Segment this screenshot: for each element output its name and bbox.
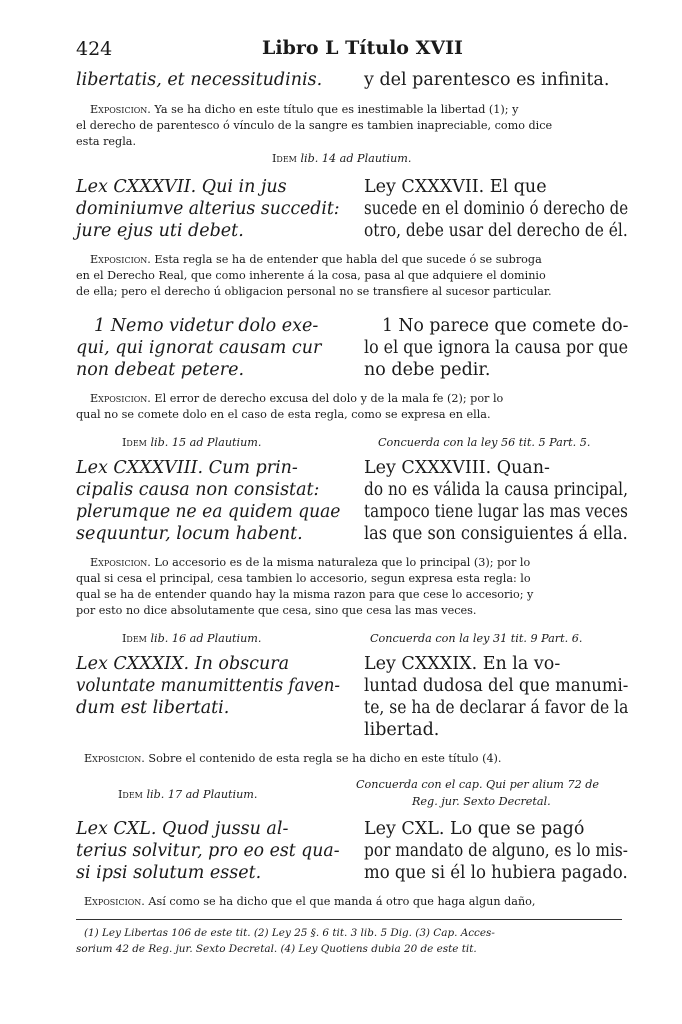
latin-text-line: qui, qui ignorat causam cur [76, 338, 322, 358]
exposicion-line: qual si cesa el principal, cesa tambien lo accesorio, segun expresa esta regla: lo [76, 572, 531, 585]
spanish-text-line: por mandato de alguno, es lo mis- [364, 841, 628, 861]
concordance-citation: Concuerda con la ley 56 tit. 5 Part. 5. [378, 436, 591, 449]
exposicion-paragraph: Exposicion. El error de derecho excusa del dolo y de la mala fe (2); por lo [90, 392, 504, 405]
spanish-text-line: tampoco tiene lugar las mas veces [364, 502, 628, 522]
spanish-text-line: libertad. [364, 720, 440, 740]
exposicion-paragraph [90, 103, 518, 116]
spanish-text-line: Ley CXXXVII. El que [364, 177, 547, 197]
latin-text-line: cipalis causa non consistat: [76, 480, 320, 500]
exposicion-line: Ya se ha dicho en este título que es inestimable la libertad (1); y [154, 103, 519, 116]
exposicion-line: el derecho de parentesco ó vínculo de la sangre es tambien inapreciable, como dice [76, 119, 553, 132]
exposicion-line: esta regla. [76, 135, 137, 148]
latin-text-line: dum est libertati. [76, 698, 230, 718]
spanish-text-line: luntad dudosa del que manumi- [364, 676, 629, 696]
exposicion-paragraph: Exposicion. Sobre el contenido de esta regla se ha dicho en este título (4). [84, 752, 502, 765]
intro-latin: libertatis, et necessitudinis. [76, 70, 323, 90]
spanish-text-line: no debe pedir. [364, 360, 491, 380]
spanish-text-line: lo el que ignora la causa por que [364, 338, 629, 358]
footnote-line: sorium 42 de Reg. jur. Sexto Decretal. (4) Ley Quotiens dubia 20 de este tit. [76, 943, 477, 955]
spanish-text-line: sucede en el dominio ó derecho de [364, 199, 629, 219]
source-citation: Idem lib. 14 ad Plautium. [272, 152, 412, 165]
source-citation: Idem lib. 16 ad Plautium. [122, 632, 262, 645]
spanish-text-line: do no es válida la causa principal, [364, 480, 628, 500]
spanish-text-line: Ley CXL. Lo que se pagó [364, 819, 585, 839]
spanish-text-line: te, se ha de declarar á favor de la [364, 698, 629, 718]
exposicion-line: de ella; pero el derecho ú obligacion personal no se transfiere al sucesor particular. [76, 285, 552, 298]
exposicion-line: qual se ha de entender quando hay la misma razon para que cese lo accesorio; y [76, 588, 534, 601]
exposicion-line: en el Derecho Real, que como inherente á la cosa, pasa al que adquiere el dominio [76, 269, 546, 282]
concordance-citation: Reg. jur. Sexto Decretal. [412, 795, 551, 808]
spanish-text-line: Ley CXXXVIII. Quan- [364, 458, 550, 478]
footnote-rule [76, 919, 622, 920]
spanish-text-line: mo que si él lo hubiera pagado. [364, 863, 628, 883]
footnote-line: (1) Ley Libertas 106 de este tit. (2) Ley 25 §. 6 tit. 3 lib. 5 Dig. (3) Cap. Acces- [84, 927, 495, 939]
spanish-text-line: 1 No parece que comete do- [382, 316, 629, 336]
latin-text-line: si ipsi solutum esset. [76, 863, 262, 883]
running-title: Libro L Título XVII [262, 37, 463, 59]
exposicion-paragraph: Exposicion. Así como se ha dicho que el que manda á otro que haga algun daño, [84, 895, 536, 908]
latin-text-line: voluntate manumittentis faven- [76, 676, 341, 696]
concordance-citation: Concuerda con la ley 31 tit. 9 Part. 6. [370, 632, 583, 645]
exposicion-label: Exposicion. [90, 103, 151, 116]
latin-text-line: sequuntur, locum habent. [76, 524, 303, 544]
latin-text-line: terius solvitur, pro eo est qua- [76, 841, 340, 861]
latin-text-line: Lex CXXXVII. Qui in jus [76, 177, 287, 197]
exposicion-paragraph: Exposicion. Esta regla se ha de entender que habla del que sucede ó se subroga [90, 253, 542, 266]
latin-text-line: 1 Nemo videtur dolo exe- [94, 316, 319, 336]
source-citation: Idem lib. 17 ad Plautium. [118, 788, 258, 801]
spanish-text-line: Ley CXXXIX. En la vo- [364, 654, 561, 674]
latin-text-line: Lex CXXXVIII. Cum prin- [76, 458, 298, 478]
exposicion-line: qual no se comete dolo en el caso de esta regla, como se expresa en ella. [76, 408, 491, 421]
concordance-citation: Concuerda con el cap. Qui per alium 72 de [356, 778, 600, 791]
spanish-text-line: las que son consiguientes á ella. [364, 524, 628, 544]
spanish-text-line: otro, debe usar del derecho de él. [364, 221, 628, 241]
intro-spanish: y del parentesco es infinita. [364, 70, 610, 90]
latin-text-line: jure ejus uti debet. [76, 221, 244, 241]
source-citation: Idem lib. 15 ad Plautium. [122, 436, 262, 449]
page-number: 424 [76, 38, 113, 60]
latin-text-line: plerumque ne ea quidem quae [76, 502, 341, 522]
latin-text-line: dominiumve alterius succedit: [76, 199, 340, 219]
exposicion-line: por esto no dice absolutamente que cesa, sino que cesa las mas veces. [76, 604, 477, 617]
exposicion-paragraph: Exposicion. Lo accesorio es de la misma naturaleza que lo principal (3); por lo [90, 556, 531, 569]
latin-text-line: Lex CXXXIX. In obscura [76, 654, 290, 674]
latin-text-line: non debeat petere. [76, 360, 245, 380]
latin-text-line: Lex CXL. Quod jussu al- [76, 819, 289, 839]
